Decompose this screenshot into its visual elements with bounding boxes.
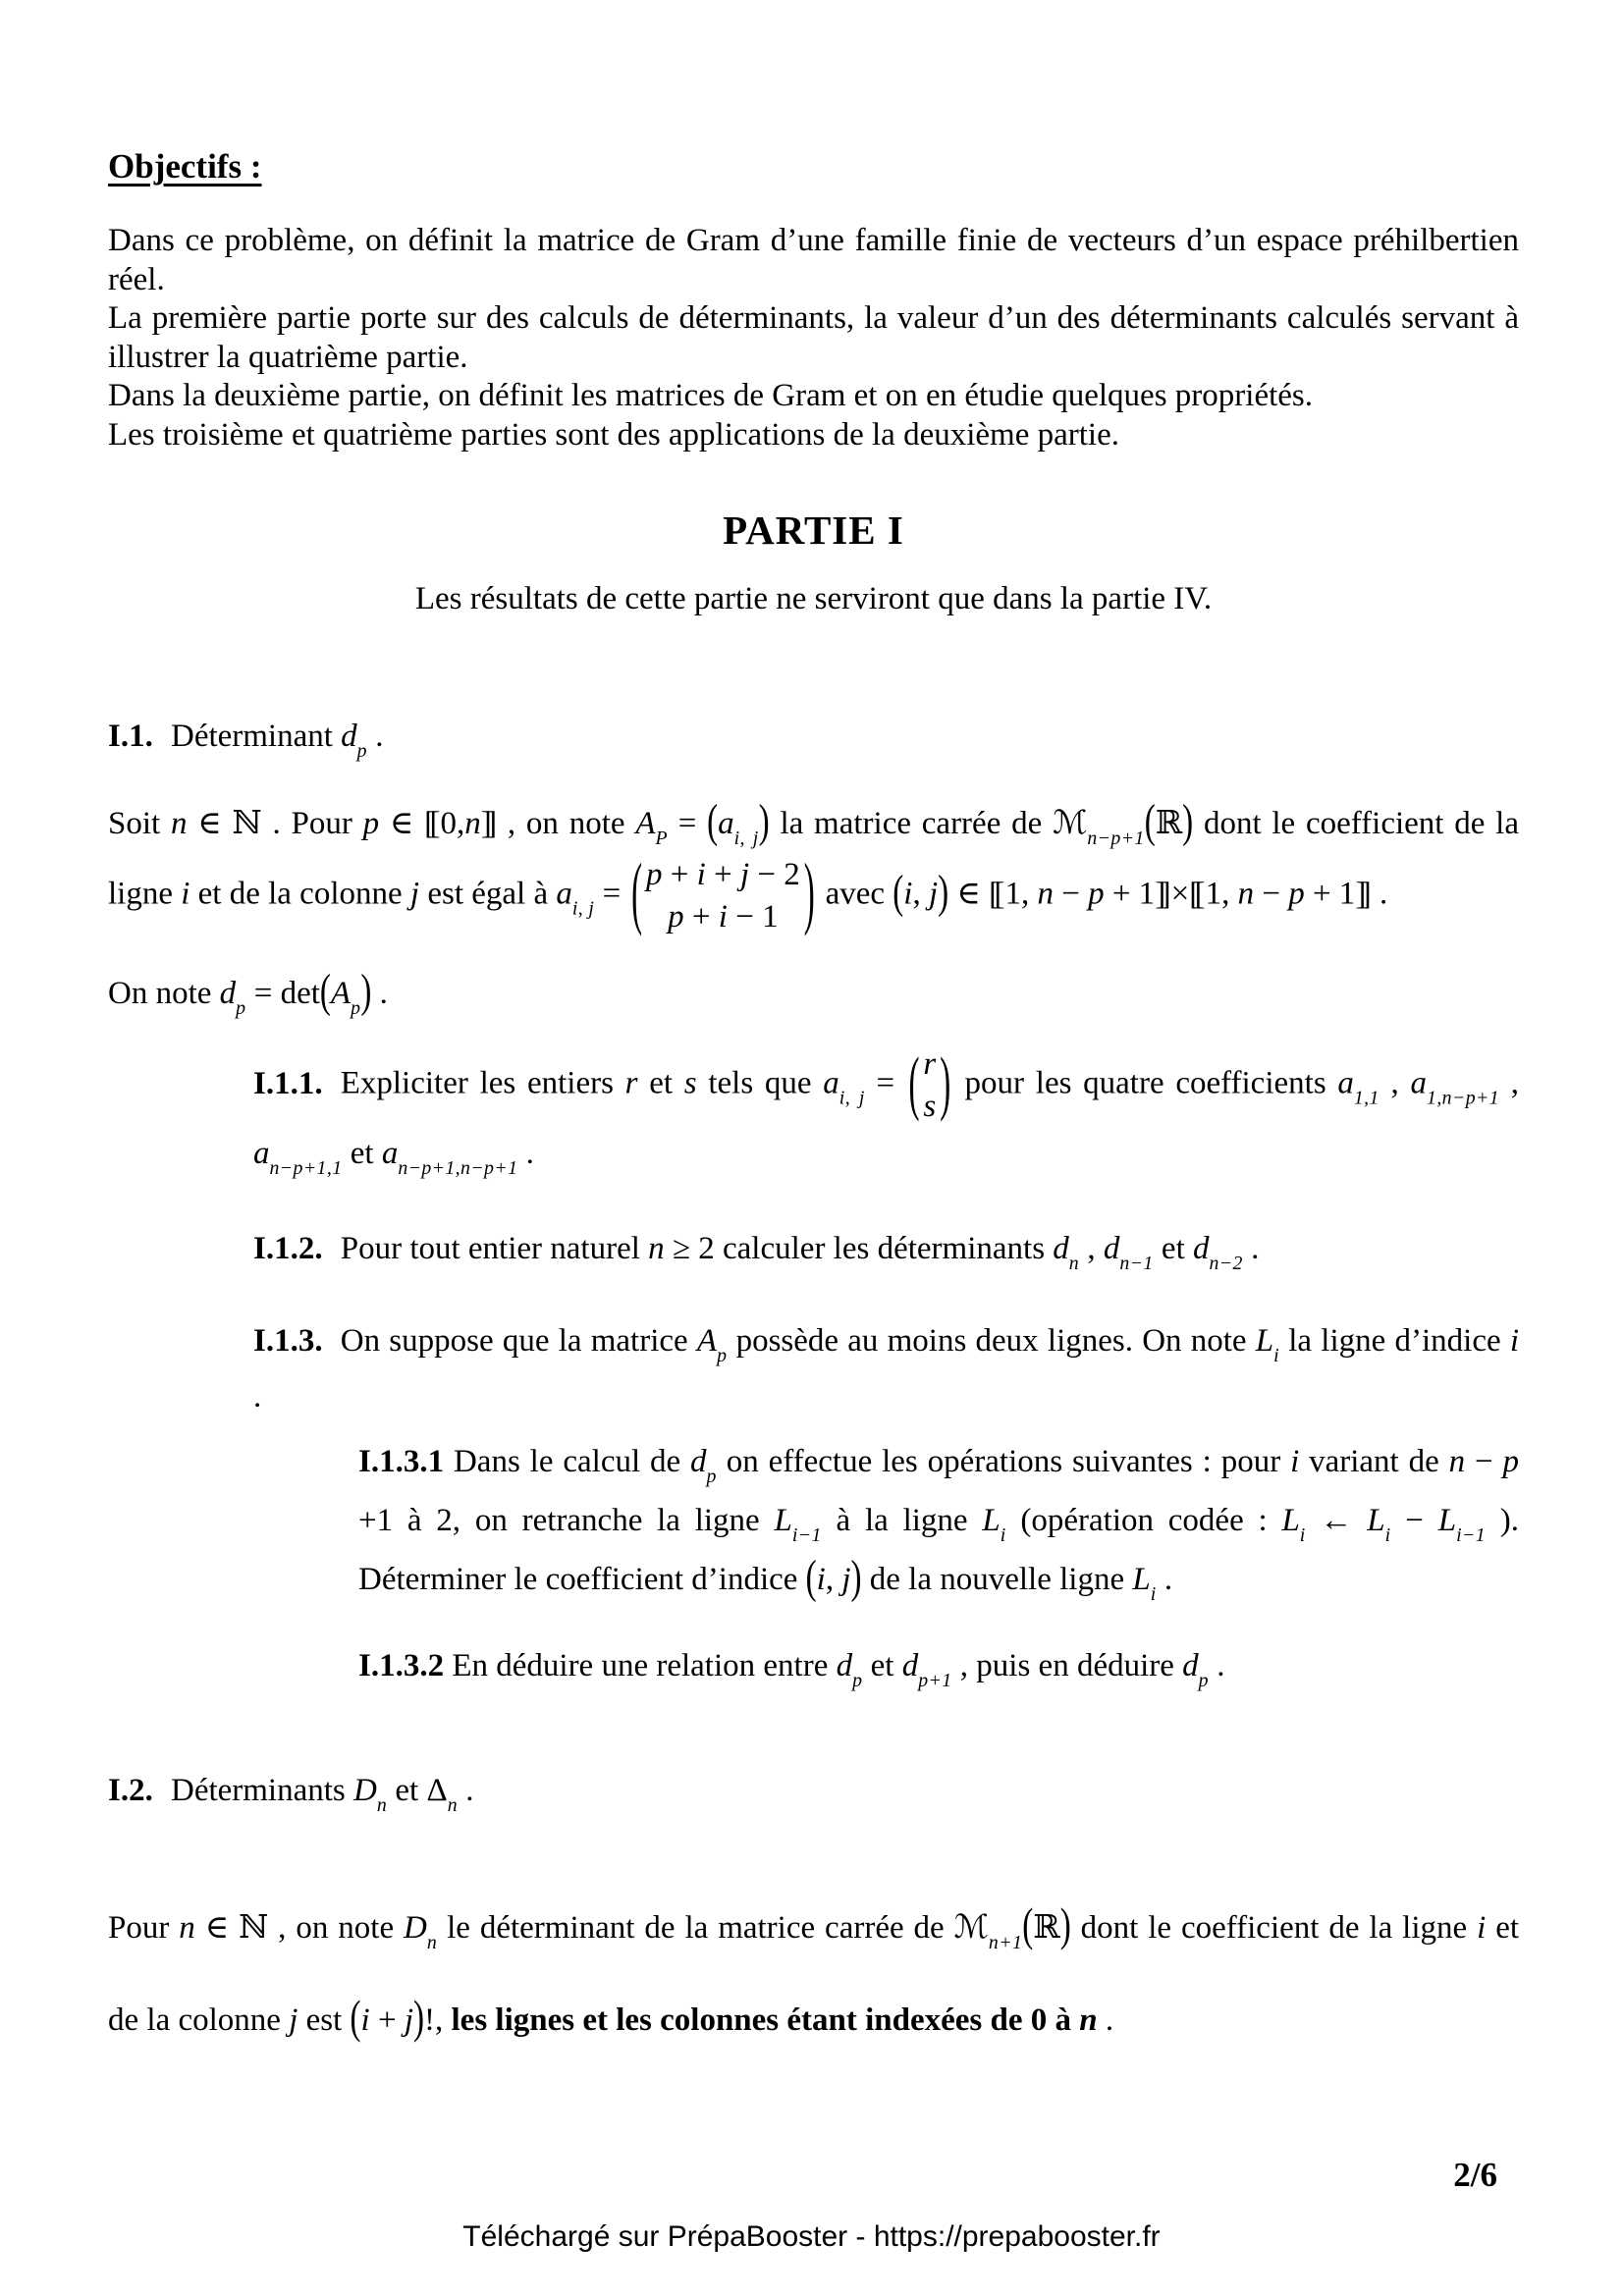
question-I-1-3: I.1.3. On suppose que la matrice $A_p$ possède au moins deux lignes. On note $L_i$ la ligne d’indice i . bbox=[253, 1322, 1520, 1415]
intro-paragraph-3: Dans la deuxième partie, on définit les matrices de Gram et on en étudie quelques propriétés. bbox=[108, 378, 1313, 414]
footer-credit: Téléchargé sur PrépaBooster - https://prepabooster.fr bbox=[462, 2220, 1161, 2253]
objectifs-heading: Objectifs : bbox=[108, 147, 262, 186]
page-number: 2/6 bbox=[1453, 2156, 1497, 2194]
question-I-1-3-2: I.1.3.2 En déduire une relation entre $d_p$ et $d_{p+1}$ , puis en déduire $d_p$ . bbox=[358, 1647, 1225, 1691]
page-content bbox=[108, 0, 1519, 2066]
intro-paragraph-4: Les troisième et quatrième parties sont des applications de la deuxième partie. bbox=[108, 416, 1119, 453]
paragraph-definition-Ap: Soit n ∈ ℕ . Pour p ∈ [[ 0,n]] , on note $A_P = (a_{i, j})$ la matrice carrée de ℳ$_{n-p+1}$(ℝ) dont le coefficient de la ligne i et de la colonne j est égal à $a_{i, j}$ = ( p + i + j − 2 p + i − 1 ) avec (i, j) ∈ [[ 1, n − p + 1]] ×[[ 1, n − p + 1]] . bbox=[108, 796, 1519, 939]
binomial-coefficient: ( r s ) bbox=[908, 1045, 951, 1125]
partie1-subtitle: Les résultats de cette partie ne serviront que dans la partie IV. bbox=[414, 580, 1213, 616]
section-I1-heading: I.1. Déterminant $d_p$ . bbox=[108, 718, 384, 762]
intro-paragraph-1: Dans ce problème, on définit la matrice de Gram d’une famille finie de vecteurs d’un espace préhilbertien réel. bbox=[108, 223, 1519, 297]
paragraph-on-note-dp: On note $d_p = \det(A_p)$ . bbox=[108, 966, 388, 1019]
question-I-1-1: I.1.1. Expliciter les entiers r et s tels que $a_{i, j}$ = ( r s ) pour les quatre coefficients $a_{1,1}$ , $a_{1,n-p+1}$ , $a_{n-p+1,1}$ et $a_{n-p+1,n-p+1}$ . bbox=[253, 1045, 1519, 1180]
question-I-1-2: I.1.2. Pour tout entier naturel n ≥ 2 calculer les déterminants $d_n$ , $d_{n-1}$ et $d_{n-2}$ . bbox=[253, 1231, 1260, 1274]
binomial-coefficient: ( p + i + j − 2 p + i − 1 ) bbox=[631, 850, 815, 939]
question-I-1-3-1: I.1.3.1 Dans le calcul de $d_p$ on effectue les opérations suivantes : pour i variant de n − p +1 à 2, on retranche la ligne $L_{i-1}$ à la ligne $L_i$ (opération codée : $L_i$ ← $L_i - L_{i-1}$ ). Déterminer le coefficient d’indice (i, j) de la nouvelle ligne $L_i$ . bbox=[358, 1443, 1520, 1605]
partie1-title: PARTIE I bbox=[723, 507, 904, 553]
paragraph-definition-Dn: Pour n ∈ ℕ , on note $D_n$ le déterminant de la matrice carrée de ℳ$_{n+1}$(ℝ) dont le coefficient de la ligne i et de la colonne j est (i + j)!, les lignes et les colonnes étant indexées de 0 à n . bbox=[108, 1899, 1520, 2044]
intro-paragraph-2: La première partie porte sur des calculs de déterminants, la valeur d’un des déterminants calculés servant à illustrer la quatrième partie. bbox=[108, 300, 1519, 375]
intro-block bbox=[108, 222, 1519, 455]
section-I2-heading: I.2. Déterminants $D_n$ et $\Delta_n$ . bbox=[108, 1773, 474, 1817]
